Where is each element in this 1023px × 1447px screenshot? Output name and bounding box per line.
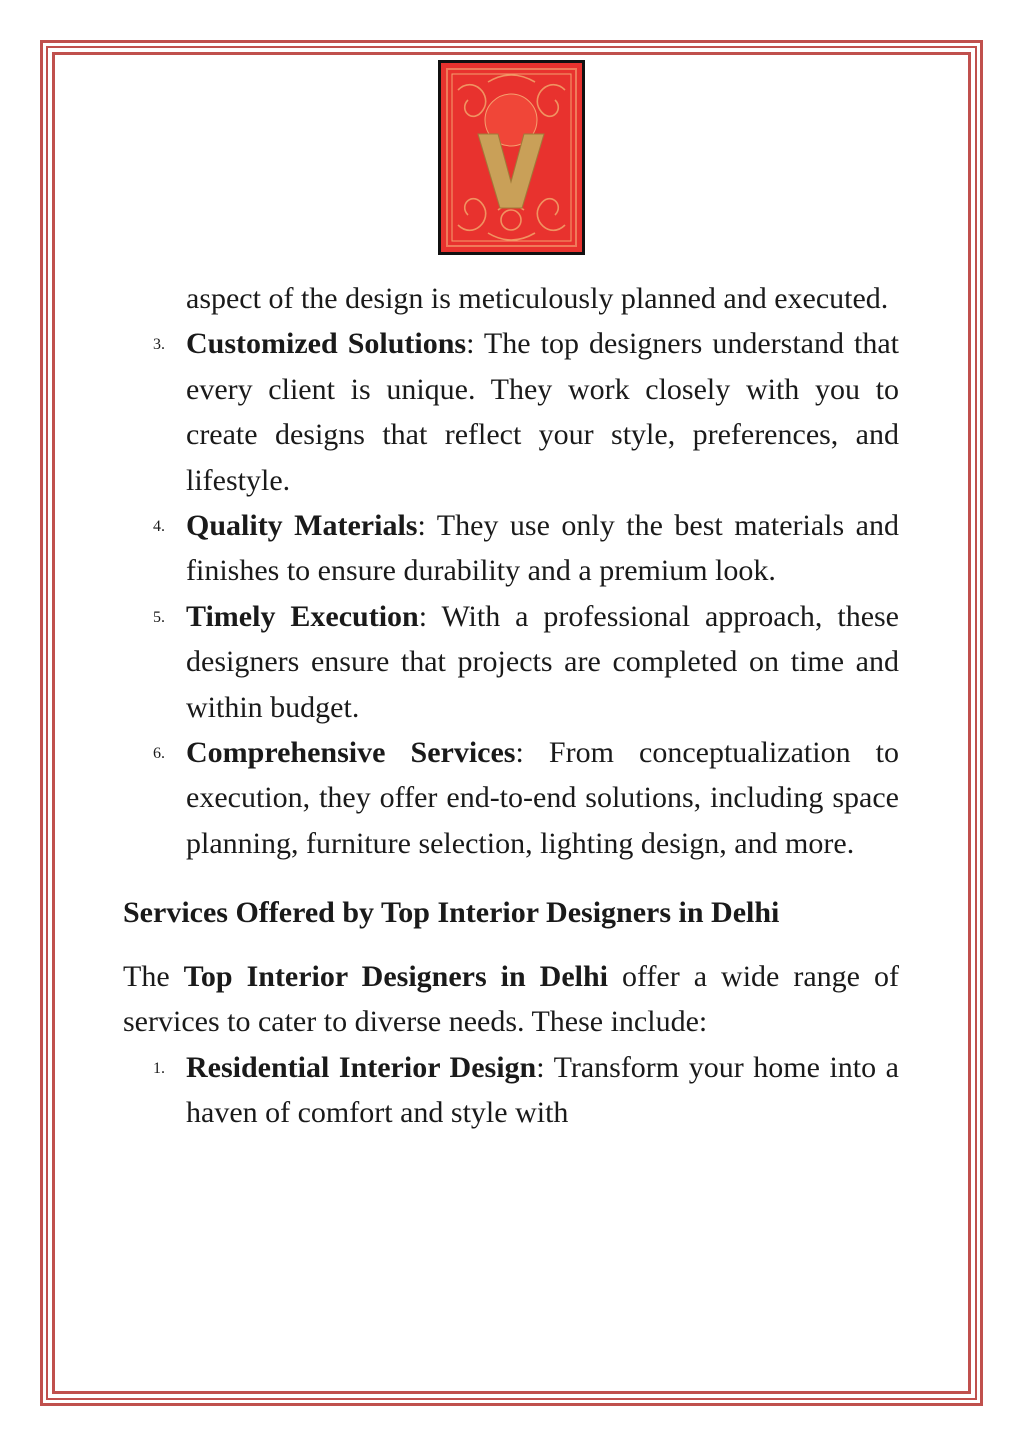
list-text: : The top designers understand that every client is unique. They work closely with you to create designs that reflect your style, preferences, and lifestyle. [186,327,899,497]
list-text: : With a professional approach, these designers ensure that projects are completed on time and within budget. [186,599,899,724]
list-item [123,503,899,594]
list-number: 4. [153,518,165,536]
section-heading: Services Offered by Top Interior Designers in Delhi [123,896,780,930]
list-item [123,730,899,866]
intro-paragraph [123,954,899,1045]
benefits-list [123,321,899,866]
list-term: Residential Interior Design [186,1050,537,1084]
list-number: 5. [153,608,165,626]
list-term: Customized Solutions [186,327,467,361]
list-item [123,1045,899,1136]
page-content [123,276,899,1135]
intro-text-end: offer a wide range of services to cater to diverse needs. These include: [123,959,899,1039]
list-number: 6. [153,745,165,763]
services-list [123,1045,899,1136]
list-number: 1. [153,1059,165,1077]
list-term: Quality Materials [186,509,418,543]
continued-paragraph: aspect of the design is meticulously planned and executed. [186,282,889,315]
list-text: : Transform your home into a haven of comfort and style with [186,1050,899,1129]
list-number: 3. [153,336,165,354]
list-text: : From conceptualization to execution, they offer end-to-end solutions, including space planning, furniture selection, lighting design, and more. [186,736,899,860]
list-item [123,594,899,730]
list-term: Timely Execution [186,599,419,633]
list-item [123,321,899,503]
intro-highlight: Top Interior Designers in Delhi [183,959,608,993]
list-text: : They use only the best materials and finishes to ensure durability and a premium look. [186,509,899,588]
brand-logo [438,60,585,255]
intro-text-start: The [123,959,184,993]
list-term: Comprehensive Services [186,736,516,770]
